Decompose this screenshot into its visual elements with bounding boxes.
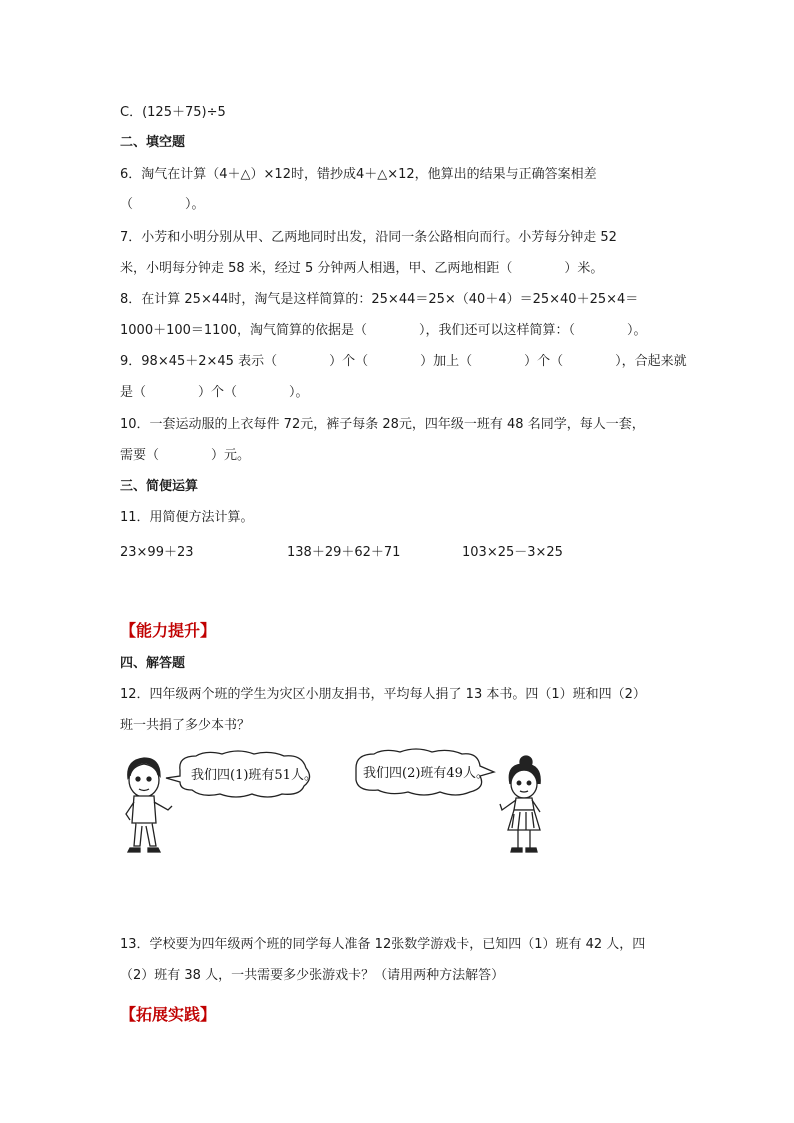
expression-2: 138＋29＋62＋71 [287,545,401,560]
question-8-line-2: 1000＋100＝1100，淘气简算的依据是（ ），我们还可以这样简算：（ ）。 [120,323,647,338]
question-7-line-2: 米，小明每分钟走 58 米，经过 5 分钟两人相遇，甲、乙两地相距（ ）米。 [120,261,604,276]
question-13-line-1: 13．学校要为四年级两个班的同学每人准备 12张数学游戏卡，已知四（1）班有 42 人，四 [120,937,646,952]
girl-figure [500,756,540,852]
expression-3: 103×25－3×25 [462,545,563,560]
section-solve-heading: 四、解答题 [120,656,186,671]
question-7-line-1: 7．小芳和小明分别从甲、乙两地同时出发，沿同一条公路相向而行。小芳每分钟走 52 [120,230,617,245]
question-11: 11．用简便方法计算。 [120,510,254,525]
section-ability-heading: 【能力提升】 [120,621,217,640]
question-10-line-2: 需要（ ）元。 [120,448,251,463]
section-extend-heading: 【拓展实践】 [120,1005,217,1024]
boy-figure [126,758,172,852]
option-c: C．(125＋75)÷5 [120,105,226,120]
question-6-line-1: 6．淘气在计算（4＋△）×12时，错抄成4＋△×12，他算出的结果与正确答案相差 [120,167,597,182]
question-9-line-2: 是（ ）个（ ）。 [120,385,309,400]
classes-illustration [118,748,558,863]
boy-speech-text: 我们四(1)班有51人。 [191,768,317,783]
question-6-line-2: （ ）。 [120,197,205,212]
question-13-line-2: （2）班有 38 人，一共需要多少张游戏卡？（请用两种方法解答） [120,968,505,983]
question-9-line-1: 9．98×45＋2×45 表示（ ）个（ ）加上（ ）个（ ），合起来就 [120,354,687,369]
girl-speech-text: 我们四(2)班有49人。 [363,766,489,781]
question-10-line-1: 10．一套运动服的上衣每件 72元，裤子每条 28元，四年级一班有 48 名同学，每人一套， [120,417,645,432]
expression-1: 23×99＋23 [120,545,194,560]
section-simplify-heading: 三、简便运算 [120,479,199,494]
girl-speech-bubble [356,749,494,795]
question-12-line-2: 班一共捐了多少本书？ [120,718,251,733]
question-8-line-1: 8．在计算 25×44时，淘气是这样简算的：25×44＝25×（40＋4）＝25×40＋25×4＝ [120,292,639,307]
question-12-line-1: 12．四年级两个班的学生为灾区小朋友捐书，平均每人捐了 13 本书。四（1）班和四（2） [120,687,646,702]
boy-speech-bubble [166,751,317,797]
section-fill-blank-heading: 二、填空题 [120,135,186,150]
